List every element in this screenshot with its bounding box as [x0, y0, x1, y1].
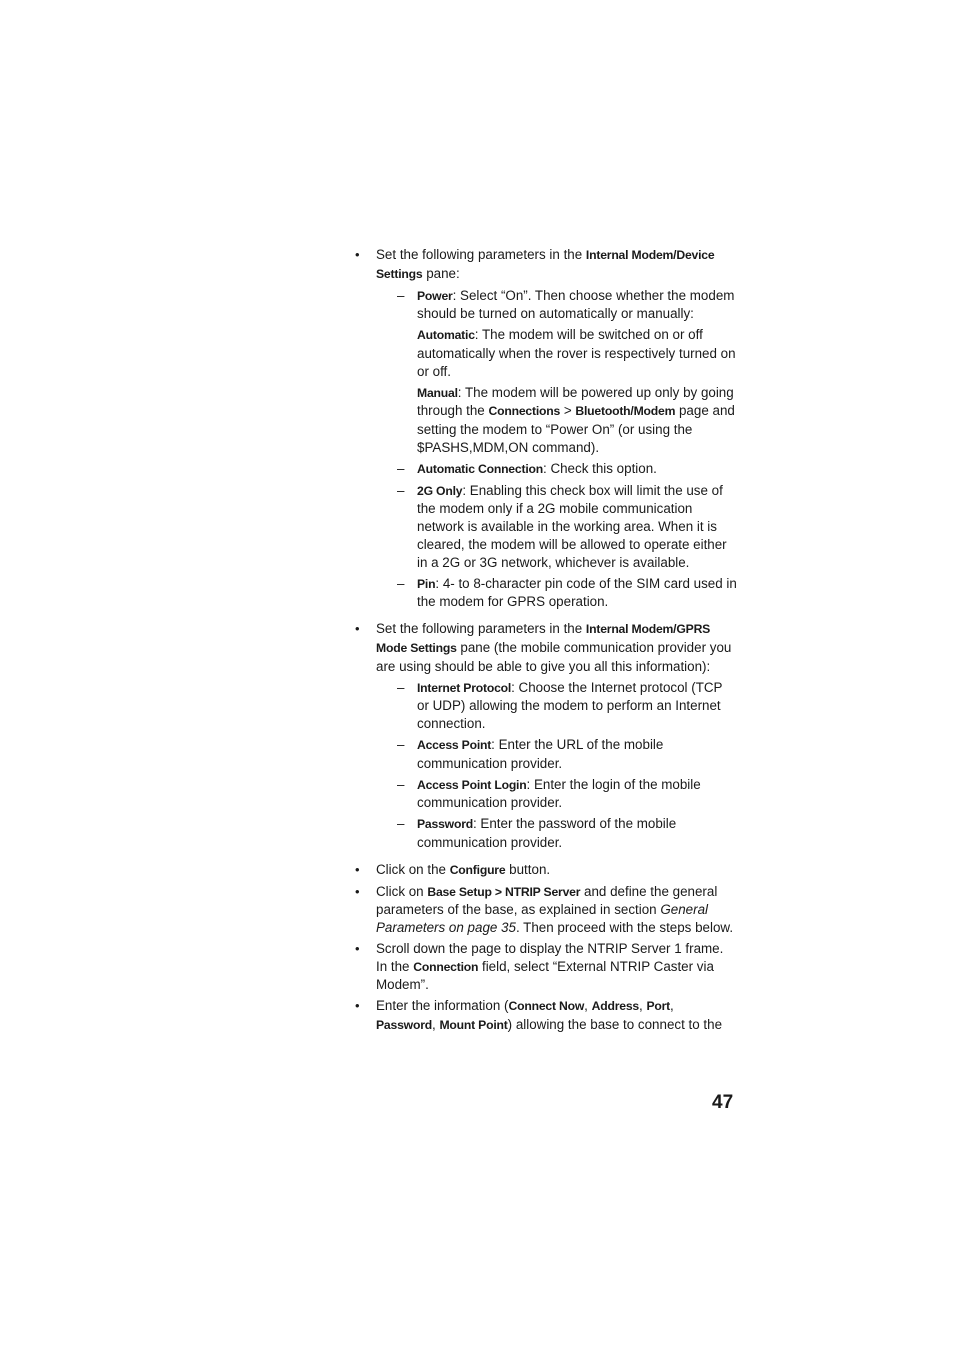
sub-item-automatic-connection: [376, 460, 737, 479]
list-item: [355, 861, 737, 880]
dash-marker: –: [397, 482, 405, 498]
dash-marker: –: [397, 679, 405, 695]
ui-term: Base Setup > NTRIP Server: [427, 884, 581, 899]
document-body: [355, 246, 737, 1035]
text: Scroll down the page to display the NTRIP Server 1 frame. In the: [376, 940, 724, 974]
text: ) allowing the base to connect to the: [507, 1017, 723, 1033]
ui-term: Password: [376, 1018, 432, 1033]
text: : 4- to 8-character pin code of the SIM card used in the modem for GPRS operation.: [417, 575, 737, 610]
ui-term: Internet Protocol: [417, 680, 512, 695]
text: : Enter the login of the mobile communication provider.: [417, 776, 701, 811]
sub-item-access-point: [376, 736, 737, 773]
dash-marker: –: [397, 287, 405, 303]
text: : Choose the Internet protocol (TCP or UDP) allowing the modem to perform an Internet connection.: [417, 679, 723, 732]
ui-term: Access Point Login: [417, 777, 527, 792]
ui-term: Connection: [413, 959, 479, 974]
ui-term: Internal Modem/Device Settings: [376, 248, 715, 281]
ui-term: Connections: [488, 404, 561, 419]
ui-term: Power: [417, 288, 453, 303]
list-item: [355, 246, 737, 611]
dash-marker: –: [397, 575, 405, 591]
text: button.: [505, 861, 551, 877]
text: ,: [584, 998, 592, 1014]
sub-item-password: [376, 815, 737, 852]
list-item: [355, 997, 737, 1035]
ui-term: Connect Now: [508, 999, 585, 1014]
ui-term: Pin: [417, 576, 436, 591]
list-item: [355, 883, 737, 937]
ui-term: Bluetooth/Modem: [575, 404, 676, 419]
ui-term: 2G Only: [417, 483, 463, 498]
text: page and setting the modem to “Power On” (or using the $PASHS,MDM,ON command).: [417, 403, 735, 455]
list-item: [355, 620, 737, 852]
dash-marker: –: [397, 816, 405, 832]
cross-reference-link[interactable]: General Parameters on page 35: [376, 902, 708, 936]
ui-term: Address: [591, 999, 639, 1014]
ui-term: Automatic: [417, 328, 475, 343]
ui-term: Configure: [449, 862, 506, 877]
sub-item-pin: [376, 575, 737, 612]
text: pane:: [422, 265, 460, 281]
text: Enter the information (: [376, 998, 509, 1014]
text: >: [560, 403, 576, 419]
sub-item-access-point-login: [376, 776, 737, 813]
text: Click on the: [376, 861, 450, 877]
ui-term: Port: [646, 999, 671, 1014]
dash-marker: –: [397, 460, 405, 476]
text: : Check this option.: [543, 460, 657, 476]
text: : Enter the URL of the mobile communication provider.: [417, 736, 664, 771]
text: Click on: [376, 883, 428, 899]
ui-term: Mount Point: [439, 1018, 508, 1033]
text: : The modem will be switched on or off automatically when the rover is respectively turned on or off.: [417, 327, 736, 379]
list-item: [355, 940, 737, 994]
text: ,: [670, 998, 674, 1014]
text: : Select “On”. Then choose whether the modem should be turned on automatically or manually:: [417, 287, 735, 322]
sub-item-power: [376, 287, 737, 324]
dash-marker: –: [397, 776, 405, 792]
text: field, select “External NTRIP Caster via Modem”.: [376, 958, 714, 993]
ui-term: Access Point: [417, 737, 492, 752]
text: . Then proceed with the steps below.: [515, 920, 734, 936]
dash-marker: –: [397, 736, 405, 752]
sub-item-2g-only: [376, 482, 737, 572]
text: pane (the mobile communication provider you are using should be able to give you all this information):: [376, 639, 732, 674]
ui-term: Password: [417, 817, 473, 832]
text: Set the following parameters in the: [376, 621, 586, 637]
ui-term: Automatic Connection: [417, 461, 543, 476]
sub-paragraph-automatic: [376, 326, 737, 380]
text: : Enter the password of the mobile communication provider.: [417, 816, 677, 850]
ui-term: Manual: [417, 385, 458, 400]
text: : Enabling this check box will limit the use of the modem only if a 2G mobile communication network is available in the working area. When it is cleared, the modem will be allowed to operate either in a 2G or 3G network, whichever is available.: [417, 482, 727, 570]
text: ,: [638, 998, 647, 1014]
page-number: 47: [712, 1092, 734, 1113]
text: Set the following parameters in the: [376, 247, 586, 262]
text: : The modem will be powered up only by going through the: [417, 384, 734, 419]
text: and define the general parameters of the base, as explained in section: [376, 883, 718, 918]
sub-paragraph-manual: [376, 384, 737, 457]
text: ,: [431, 1017, 440, 1033]
sub-item-internet-protocol: [376, 679, 737, 733]
ui-term: Internal Modem/GPRS Mode Settings: [376, 622, 711, 655]
